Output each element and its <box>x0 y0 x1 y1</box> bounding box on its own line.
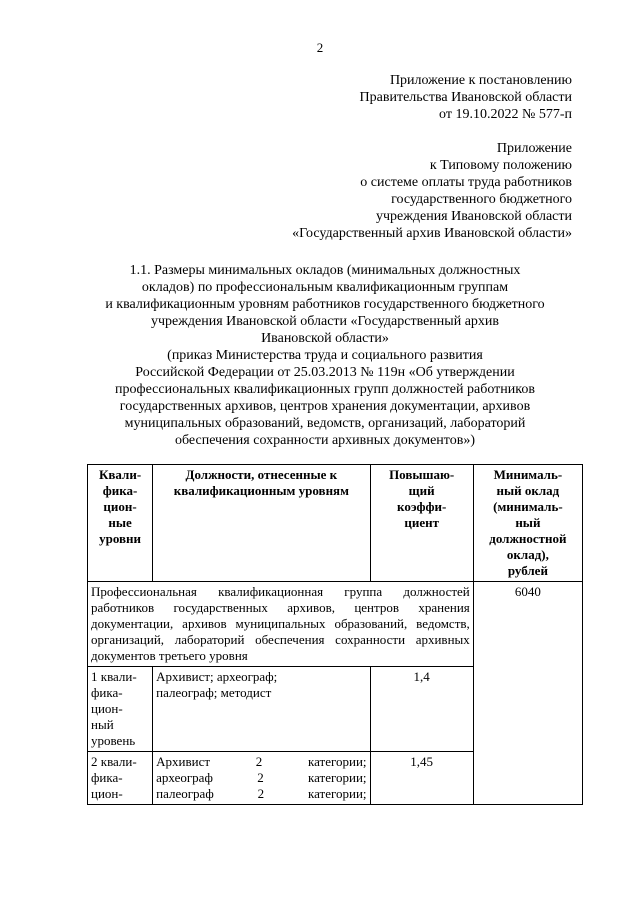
title-line: окладов) по профессиональным квалификационным группам <box>141 280 509 295</box>
title-line: государственных архивов, центров хранения документации, архивов <box>119 399 531 414</box>
appendix-line: Правительства Ивановской области <box>359 90 572 105</box>
title-line: профессиональных квалификационных групп должностей работников <box>115 382 535 397</box>
title-line: Российской Федерации от 25.03.2013 № 119н «Об утверждении <box>135 365 515 380</box>
header-coefficient: Повышаю- щий коэффи- циент <box>370 465 473 582</box>
appendix-line: «Государственный архив Ивановской области» <box>292 226 572 241</box>
title-line: Ивановской области» <box>261 331 389 346</box>
title-line: 1.1. Размеры минимальных окладов (минимальных должностных <box>129 263 521 278</box>
row-level: 2 квали- фика- цион- <box>88 752 153 805</box>
section-title <box>80 262 570 449</box>
title-line: учреждения Ивановской области «Государственный архив <box>150 314 500 329</box>
appendix-line: Приложение к постановлению <box>389 73 572 88</box>
title-line: (приказ Министерства труда и социального развития <box>167 348 483 363</box>
table-header-row <box>88 465 583 582</box>
group-description: Профессиональная квалификационная группа должностей работников государственных архивов, центров хранения документации, архивов муниципальных образований, ведомств, организаций, лабораторий обеспечения сохранности архивных документов третьего уровня <box>88 582 474 667</box>
page-number: 2 <box>316 40 324 55</box>
row-level: 1 квали- фика- цион- ный уровень <box>88 667 153 752</box>
salary-table <box>87 464 583 805</box>
row-coefficient: 1,4 <box>370 667 473 752</box>
header-salary: Минималь- ный оклад (минималь- ный должностной оклад), рублей <box>473 465 582 582</box>
header-level: Квали- фика- цион- ные уровни <box>88 465 153 582</box>
appendix-line: государственного бюджетного <box>391 192 572 207</box>
table-row-group <box>88 582 583 667</box>
title-line: муниципальных образований, ведомств, организаций, лабораторий <box>124 416 526 431</box>
title-line: и квалификационным уровням работников государственного бюджетного <box>105 297 545 312</box>
group-salary: 6040 <box>473 582 582 805</box>
appendix-line: учреждения Ивановской области <box>375 209 572 224</box>
appendix-header-1 <box>360 72 572 123</box>
appendix-line: о системе оплаты труда работников <box>360 175 572 190</box>
appendix-line: от 19.10.2022 № 577-п <box>439 107 572 122</box>
row-coefficient: 1,45 <box>370 752 473 805</box>
appendix-header-2 <box>292 140 572 242</box>
title-line: обеспечения сохранности архивных документов») <box>174 433 475 448</box>
row-positions: Архивист 2 категории; археограф 2 категории; палеограф 2 категории; <box>153 752 370 805</box>
appendix-line: к Типовому положению <box>429 158 572 173</box>
header-positions: Должности, отнесенные к квалификационным уровням <box>153 465 370 582</box>
row-positions: Архивист; археограф; палеограф; методист <box>153 667 370 752</box>
appendix-line: Приложение <box>496 141 572 156</box>
